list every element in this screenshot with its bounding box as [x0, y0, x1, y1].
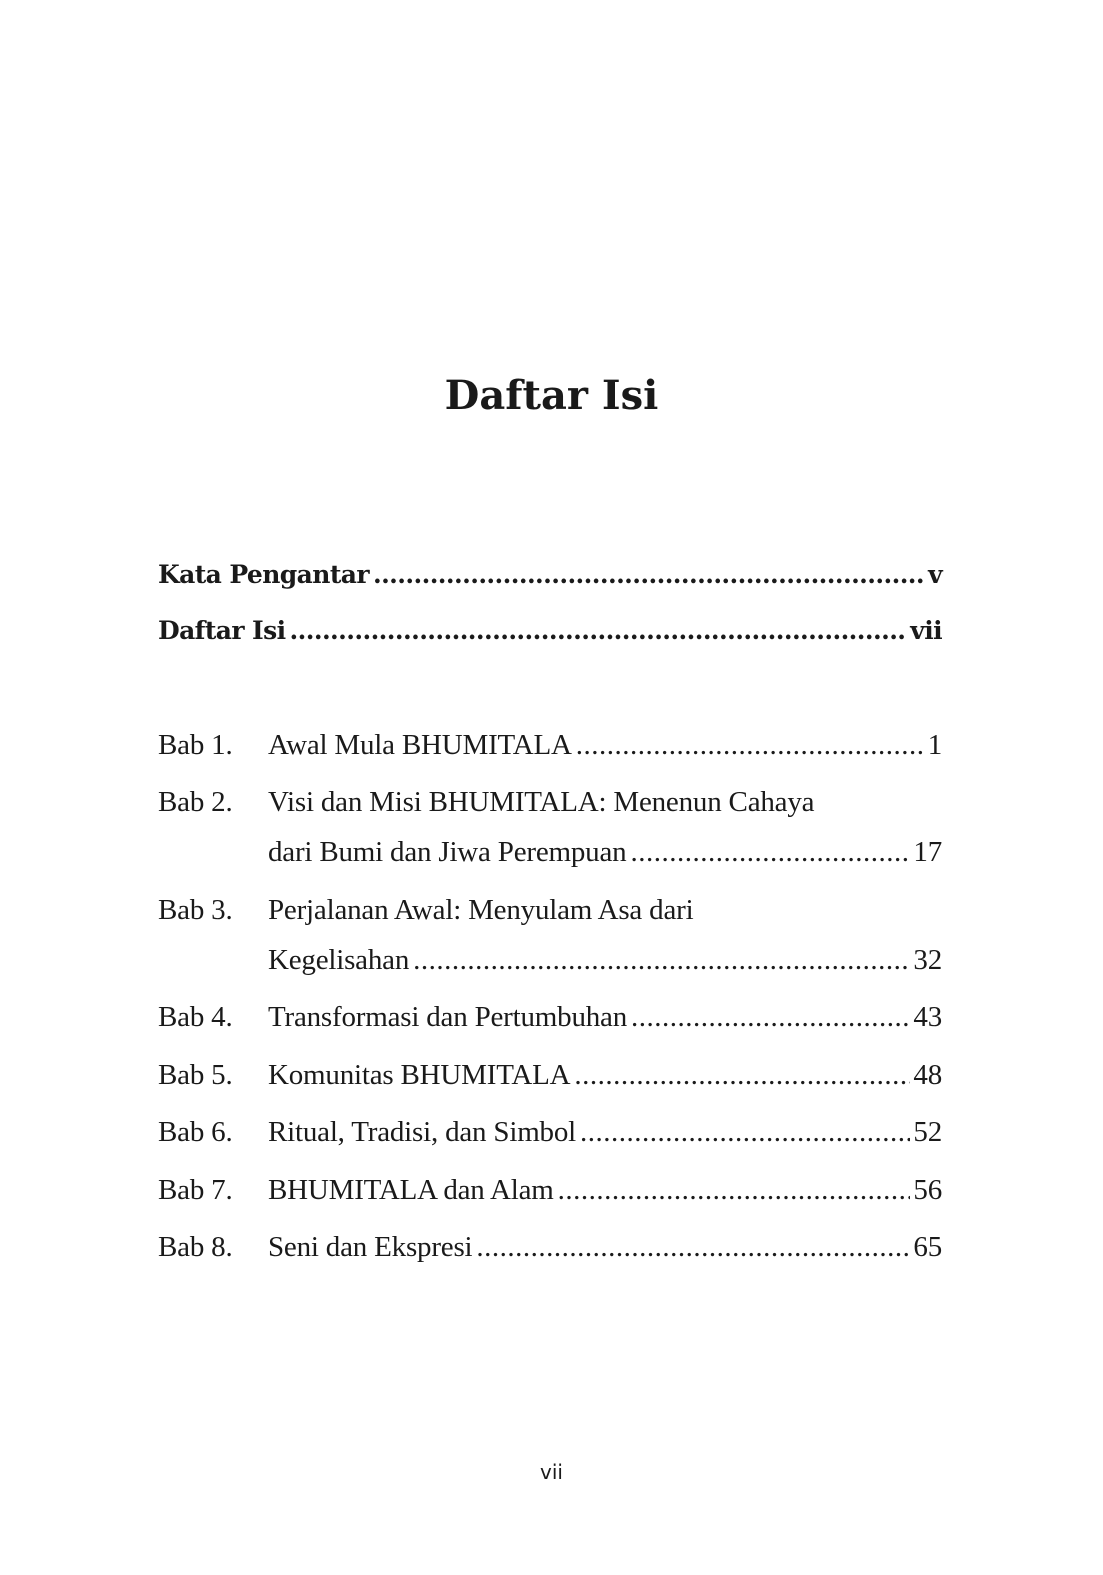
toc-entry-bab-5[interactable]	[158, 1055, 942, 1095]
toc-entry-daftar-isi[interactable]	[158, 611, 942, 651]
chapter-number: Bab 2.	[158, 786, 233, 818]
chapter-title: BHUMITALA dan Alam	[268, 1174, 554, 1206]
page-title: Daftar Isi	[444, 372, 659, 419]
toc-entry-bab-8[interactable]	[158, 1227, 942, 1267]
chapter-title-line1: Visi dan Misi BHUMITALA: Menenun Cahaya	[268, 786, 815, 818]
chapter-page: 48	[913, 1059, 942, 1091]
footer-page-number: vii	[540, 1460, 563, 1484]
chapter-number: Bab 7.	[158, 1174, 233, 1206]
dot-leader	[558, 1170, 911, 1210]
dot-leader	[580, 1112, 910, 1152]
toc-entry-page: v	[928, 560, 942, 589]
toc-entry-bab-6[interactable]	[158, 1112, 942, 1152]
chapter-page: 32	[913, 944, 942, 976]
dot-leader	[576, 725, 925, 765]
chapter-title: Ritual, Tradisi, dan Simbol	[268, 1116, 577, 1148]
dot-leader	[631, 997, 910, 1037]
chapter-title-line1: Perjalanan Awal: Menyulam Asa dari	[268, 894, 694, 926]
toc-entry-bab-3[interactable]	[158, 890, 942, 930]
dot-leader	[290, 611, 908, 651]
toc-entry-page: vii	[910, 616, 942, 645]
toc-entry-bab-2-continued[interactable]	[158, 832, 942, 872]
chapter-title: Transformasi dan Pertumbuhan	[268, 1001, 628, 1033]
toc-entry-bab-1[interactable]	[158, 725, 942, 765]
chapter-number: Bab 3.	[158, 894, 233, 926]
chapter-title: Seni dan Ekspresi	[268, 1231, 473, 1263]
chapter-page: 56	[913, 1174, 942, 1206]
toc-entry-title: Daftar Isi	[158, 616, 286, 645]
chapter-title-line2: Kegelisahan	[268, 944, 410, 976]
chapter-title: Komunitas BHUMITALA	[268, 1059, 571, 1091]
toc-entry-bab-7[interactable]	[158, 1170, 942, 1210]
toc-entry-bab-2[interactable]	[158, 782, 942, 822]
chapter-number: Bab 5.	[158, 1059, 233, 1091]
toc-entry-bab-3-continued[interactable]	[158, 940, 942, 980]
dot-leader	[630, 832, 910, 872]
toc-entry-bab-4[interactable]	[158, 997, 942, 1037]
chapter-number: Bab 1.	[158, 729, 233, 761]
dot-leader	[476, 1227, 910, 1267]
chapter-number: Bab 8.	[158, 1231, 233, 1263]
dot-leader	[413, 940, 910, 980]
chapter-title-line2: dari Bumi dan Jiwa Perempuan	[268, 836, 627, 868]
dot-leader	[574, 1055, 910, 1095]
dot-leader	[373, 555, 925, 595]
toc-entry-kata-pengantar[interactable]	[158, 555, 942, 595]
chapter-page: 65	[913, 1231, 942, 1263]
chapter-page: 43	[913, 1001, 942, 1033]
chapter-page: 1	[927, 729, 942, 761]
toc-entry-title: Kata Pengantar	[158, 560, 369, 589]
chapter-title: Awal Mula BHUMITALA	[268, 729, 572, 761]
chapter-number: Bab 6.	[158, 1116, 233, 1148]
chapter-page: 17	[913, 836, 942, 868]
chapter-number: Bab 4.	[158, 1001, 233, 1033]
chapter-page: 52	[913, 1116, 942, 1148]
